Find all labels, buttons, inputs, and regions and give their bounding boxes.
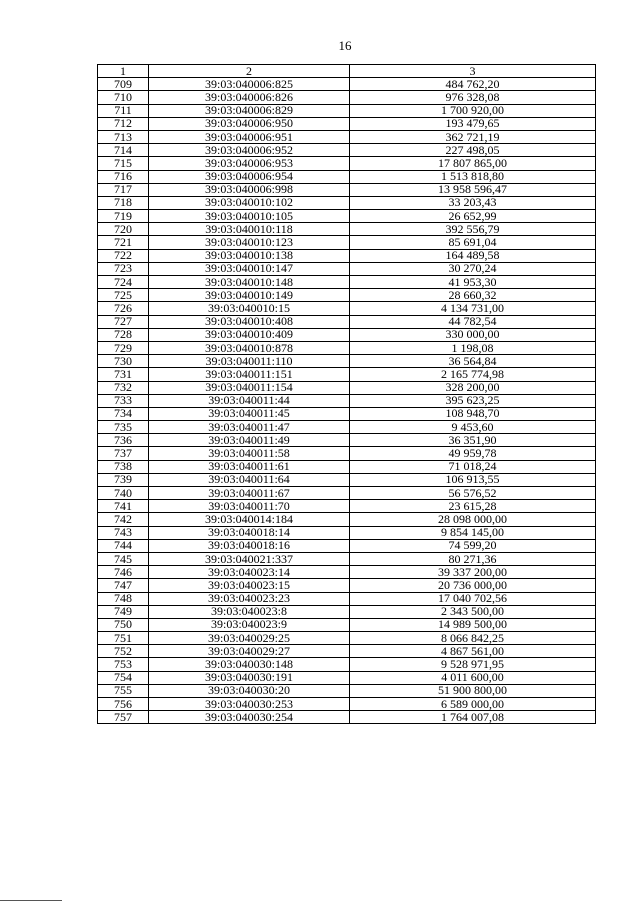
- table-row: [98, 183, 596, 196]
- value-cell: 30 270,24: [350, 262, 596, 275]
- row-number-cell: 713: [98, 130, 149, 143]
- row-number-cell: 749: [98, 605, 149, 618]
- cadastral-number-cell: 39:03:040030:254: [149, 711, 350, 724]
- table-row: [98, 170, 596, 183]
- table-row: [98, 539, 596, 552]
- table-row: [98, 407, 596, 420]
- value-cell: 1 198,08: [350, 341, 596, 354]
- row-number-cell: 714: [98, 144, 149, 157]
- cadastral-number-cell: 39:03:040011:58: [149, 447, 350, 460]
- value-cell: 28 098 000,00: [350, 513, 596, 526]
- table-row: [98, 196, 596, 209]
- row-number-cell: 739: [98, 473, 149, 486]
- table-row: [98, 566, 596, 579]
- table-row: [98, 513, 596, 526]
- value-cell: 23 615,28: [350, 500, 596, 513]
- table-row: [98, 552, 596, 565]
- table-row: [98, 302, 596, 315]
- value-cell: 1 764 007,08: [350, 711, 596, 724]
- value-cell: 39 337 200,00: [350, 566, 596, 579]
- table-row: [98, 210, 596, 223]
- cadastral-number-cell: 39:03:040021:337: [149, 552, 350, 565]
- table-row: [98, 262, 596, 275]
- cadastral-number-cell: 39:03:040011:61: [149, 460, 350, 473]
- cadastral-number-cell: 39:03:040011:154: [149, 381, 350, 394]
- cadastral-number-cell: 39:03:040010:123: [149, 236, 350, 249]
- cadastral-number-cell: 39:03:040014:184: [149, 513, 350, 526]
- cadastral-number-cell: 39:03:040006:950: [149, 117, 350, 130]
- table-row: [98, 104, 596, 117]
- table-row: [98, 78, 596, 91]
- row-number-cell: 752: [98, 645, 149, 658]
- row-number-cell: 735: [98, 421, 149, 434]
- cadastral-number-cell: 39:03:040029:25: [149, 632, 350, 645]
- cadastral-number-cell: 39:03:040006:954: [149, 170, 350, 183]
- row-number-cell: 721: [98, 236, 149, 249]
- value-cell: 395 623,25: [350, 394, 596, 407]
- cadastral-number-cell: 39:03:040011:49: [149, 434, 350, 447]
- table-row: [98, 381, 596, 394]
- cadastral-number-cell: 39:03:040023:14: [149, 566, 350, 579]
- value-cell: 193 479,65: [350, 117, 596, 130]
- value-cell: 41 953,30: [350, 276, 596, 289]
- cadastral-number-cell: 39:03:040010:118: [149, 223, 350, 236]
- row-number-cell: 748: [98, 592, 149, 605]
- row-number-cell: 725: [98, 289, 149, 302]
- table-row: [98, 605, 596, 618]
- row-number-cell: 756: [98, 698, 149, 711]
- value-cell: 14 989 500,00: [350, 618, 596, 631]
- row-number-cell: 757: [98, 711, 149, 724]
- cadastral-number-cell: 39:03:040011:44: [149, 394, 350, 407]
- cadastral-number-cell: 39:03:040029:27: [149, 645, 350, 658]
- cadastral-number-cell: 39:03:040018:16: [149, 539, 350, 552]
- row-number-cell: 718: [98, 196, 149, 209]
- value-cell: 1 700 920,00: [350, 104, 596, 117]
- table-row: [98, 144, 596, 157]
- value-cell: 106 913,55: [350, 473, 596, 486]
- cadastral-number-cell: 39:03:040006:953: [149, 157, 350, 170]
- row-number-cell: 710: [98, 91, 149, 104]
- cadastral-number-cell: 39:03:040006:951: [149, 130, 350, 143]
- table-row: [98, 130, 596, 143]
- value-cell: 362 721,19: [350, 130, 596, 143]
- cadastral-number-cell: 39:03:040006:826: [149, 91, 350, 104]
- cadastral-number-cell: 39:03:040010:148: [149, 276, 350, 289]
- value-cell: 71 018,24: [350, 460, 596, 473]
- table-row: [98, 460, 596, 473]
- column-header: 3: [350, 65, 596, 78]
- value-cell: 6 589 000,00: [350, 698, 596, 711]
- row-number-cell: 727: [98, 315, 149, 328]
- row-number-cell: 736: [98, 434, 149, 447]
- cadastral-number-cell: 39:03:040010:409: [149, 328, 350, 341]
- row-number-cell: 722: [98, 249, 149, 262]
- cadastral-number-cell: 39:03:040018:14: [149, 526, 350, 539]
- value-cell: 1 513 818,80: [350, 170, 596, 183]
- value-cell: 36 564,84: [350, 355, 596, 368]
- cadastral-number-cell: 39:03:040011:47: [149, 421, 350, 434]
- value-cell: 8 066 842,25: [350, 632, 596, 645]
- value-cell: 164 489,58: [350, 249, 596, 262]
- value-cell: 330 000,00: [350, 328, 596, 341]
- cadastral-number-cell: 39:03:040030:20: [149, 684, 350, 697]
- table-row: [98, 341, 596, 354]
- row-number-cell: 712: [98, 117, 149, 130]
- cadastral-number-cell: 39:03:040006:825: [149, 78, 350, 91]
- row-number-cell: 755: [98, 684, 149, 697]
- value-cell: 20 736 000,00: [350, 579, 596, 592]
- row-number-cell: 751: [98, 632, 149, 645]
- cadastral-number-cell: 39:03:040010:102: [149, 196, 350, 209]
- table-row: [98, 579, 596, 592]
- row-number-cell: 742: [98, 513, 149, 526]
- cadastral-number-cell: 39:03:040006:998: [149, 183, 350, 196]
- cadastral-number-cell: 39:03:040010:147: [149, 262, 350, 275]
- table-row: [98, 368, 596, 381]
- value-cell: 328 200,00: [350, 381, 596, 394]
- table-row: [98, 328, 596, 341]
- value-cell: 28 660,32: [350, 289, 596, 302]
- row-number-cell: 732: [98, 381, 149, 394]
- table-row: [98, 526, 596, 539]
- cadastral-number-cell: 39:03:040011:64: [149, 473, 350, 486]
- value-cell: 9 528 971,95: [350, 658, 596, 671]
- value-cell: 49 959,78: [350, 447, 596, 460]
- page-number: 16: [338, 38, 352, 53]
- cadastral-number-cell: 39:03:040006:952: [149, 144, 350, 157]
- cadastral-number-cell: 39:03:040010:878: [149, 341, 350, 354]
- table-row: [98, 632, 596, 645]
- table-row: [98, 500, 596, 513]
- table-row: [98, 658, 596, 671]
- cadastral-number-cell: 39:03:040023:8: [149, 605, 350, 618]
- column-header: 1: [98, 65, 149, 78]
- row-number-cell: 719: [98, 210, 149, 223]
- row-number-cell: 723: [98, 262, 149, 275]
- cadastral-number-cell: 39:03:040023:9: [149, 618, 350, 631]
- table-row: [98, 711, 596, 724]
- table-row: [98, 592, 596, 605]
- table-row: [98, 684, 596, 697]
- row-number-cell: 716: [98, 170, 149, 183]
- value-cell: 85 691,04: [350, 236, 596, 249]
- table-row: [98, 157, 596, 170]
- cadastral-number-cell: 39:03:040010:105: [149, 210, 350, 223]
- value-cell: 80 271,36: [350, 552, 596, 565]
- cadastral-number-cell: 39:03:040023:15: [149, 579, 350, 592]
- value-cell: 2 165 774,98: [350, 368, 596, 381]
- value-cell: 33 203,43: [350, 196, 596, 209]
- row-number-cell: 738: [98, 460, 149, 473]
- cadastral-number-cell: 39:03:040006:829: [149, 104, 350, 117]
- row-number-cell: 747: [98, 579, 149, 592]
- cadastral-number-cell: 39:03:040010:138: [149, 249, 350, 262]
- row-number-cell: 754: [98, 671, 149, 684]
- row-number-cell: 746: [98, 566, 149, 579]
- table-row: [98, 91, 596, 104]
- value-cell: 51 900 800,00: [350, 684, 596, 697]
- table-row: [98, 236, 596, 249]
- value-cell: 56 576,52: [350, 487, 596, 500]
- value-cell: 74 599,20: [350, 539, 596, 552]
- row-number-cell: 745: [98, 552, 149, 565]
- row-number-cell: 728: [98, 328, 149, 341]
- row-number-cell: 720: [98, 223, 149, 236]
- row-number-cell: 715: [98, 157, 149, 170]
- cadastral-number-cell: 39:03:040023:23: [149, 592, 350, 605]
- row-number-cell: 731: [98, 368, 149, 381]
- value-cell: 108 948,70: [350, 407, 596, 420]
- table-row: [98, 223, 596, 236]
- table-row: [98, 447, 596, 460]
- value-cell: 4 134 731,00: [350, 302, 596, 315]
- value-cell: 392 556,79: [350, 223, 596, 236]
- value-cell: 13 958 596,47: [350, 183, 596, 196]
- table-row: [98, 645, 596, 658]
- row-number-cell: 734: [98, 407, 149, 420]
- value-cell: 9 453,60: [350, 421, 596, 434]
- table-row: [98, 249, 596, 262]
- row-number-cell: 730: [98, 355, 149, 368]
- table-row: [98, 289, 596, 302]
- value-cell: 4 867 561,00: [350, 645, 596, 658]
- table-row: [98, 421, 596, 434]
- row-number-cell: 743: [98, 526, 149, 539]
- cadastral-number-cell: 39:03:040010:149: [149, 289, 350, 302]
- row-number-cell: 711: [98, 104, 149, 117]
- value-cell: 17 807 865,00: [350, 157, 596, 170]
- value-cell: 44 782,54: [350, 315, 596, 328]
- row-number-cell: 724: [98, 276, 149, 289]
- row-number-cell: 741: [98, 500, 149, 513]
- table-row: [98, 487, 596, 500]
- cadastral-number-cell: 39:03:040030:191: [149, 671, 350, 684]
- row-number-cell: 717: [98, 183, 149, 196]
- table-body: [98, 78, 596, 724]
- table-row: [98, 394, 596, 407]
- cadastral-number-cell: 39:03:040011:67: [149, 487, 350, 500]
- table-row: [98, 315, 596, 328]
- table-row: [98, 671, 596, 684]
- table-row: [98, 276, 596, 289]
- value-cell: 17 040 702,56: [350, 592, 596, 605]
- cadastral-number-cell: 39:03:040011:45: [149, 407, 350, 420]
- value-cell: 4 011 600,00: [350, 671, 596, 684]
- value-cell: 484 762,20: [350, 78, 596, 91]
- value-cell: 26 652,99: [350, 210, 596, 223]
- cadastral-number-cell: 39:03:040011:70: [149, 500, 350, 513]
- table-row: [98, 355, 596, 368]
- row-number-cell: 740: [98, 487, 149, 500]
- cadastral-number-cell: 39:03:040030:253: [149, 698, 350, 711]
- column-header: 2: [149, 65, 350, 78]
- row-number-cell: 750: [98, 618, 149, 631]
- row-number-cell: 726: [98, 302, 149, 315]
- cadastral-number-cell: 39:03:040010:408: [149, 315, 350, 328]
- value-cell: 227 498,05: [350, 144, 596, 157]
- table-row: [98, 698, 596, 711]
- table-row: [98, 618, 596, 631]
- row-number-cell: 753: [98, 658, 149, 671]
- cadastral-number-cell: 39:03:040010:15: [149, 302, 350, 315]
- cadastral-number-cell: 39:03:040011:110: [149, 355, 350, 368]
- value-cell: 2 343 500,00: [350, 605, 596, 618]
- value-cell: 36 351,90: [350, 434, 596, 447]
- footer-rule: [0, 900, 62, 901]
- cadastral-number-cell: 39:03:040011:151: [149, 368, 350, 381]
- table-row: [98, 473, 596, 486]
- row-number-cell: 709: [98, 78, 149, 91]
- value-cell: 9 854 145,00: [350, 526, 596, 539]
- table-header-row: [98, 65, 596, 78]
- data-table: [97, 64, 596, 724]
- row-number-cell: 729: [98, 341, 149, 354]
- table-row: [98, 434, 596, 447]
- value-cell: 976 328,08: [350, 91, 596, 104]
- row-number-cell: 737: [98, 447, 149, 460]
- row-number-cell: 744: [98, 539, 149, 552]
- cadastral-number-cell: 39:03:040030:148: [149, 658, 350, 671]
- table-row: [98, 117, 596, 130]
- row-number-cell: 733: [98, 394, 149, 407]
